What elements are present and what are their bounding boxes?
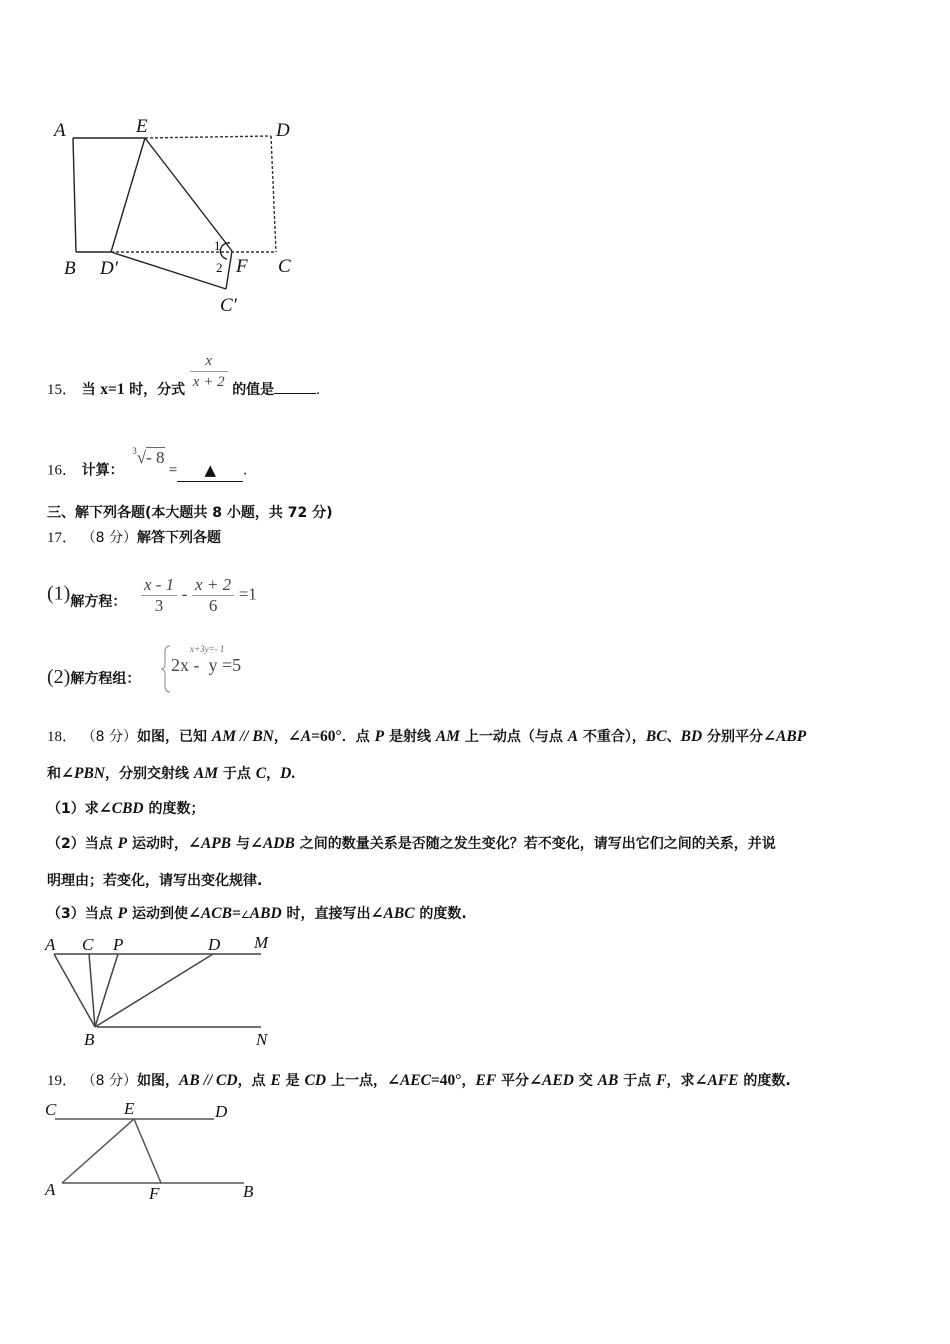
period: . xyxy=(243,462,247,479)
text-segment: 的度数； xyxy=(143,801,205,817)
equation-1: x+3y=- 1 xyxy=(190,644,225,654)
score: （8 分） xyxy=(81,729,137,745)
text-segment: =40° xyxy=(430,1072,462,1089)
folded-rectangle-figure xyxy=(40,100,330,330)
q16-label: 计算： xyxy=(81,462,124,479)
text-segment: 运动到使 xyxy=(127,906,188,922)
label-D: D xyxy=(276,120,290,141)
label-C: C xyxy=(45,1100,57,1119)
label-F: F xyxy=(236,256,248,277)
text-segment: ∠ABC xyxy=(370,905,415,922)
text-segment: CD xyxy=(304,1072,327,1089)
fraction-numerator: x xyxy=(190,351,228,372)
part-text: 解方程： xyxy=(70,593,127,610)
question-16 xyxy=(47,446,247,482)
root-index: 3 xyxy=(132,446,137,456)
text-segment: A xyxy=(567,728,579,745)
label-D-prime: D′ xyxy=(100,258,118,279)
q19-stem xyxy=(137,1073,791,1089)
text-segment: ∠AFE xyxy=(694,1072,739,1089)
text-segment: E xyxy=(270,1072,281,1089)
label-D: D xyxy=(208,935,221,954)
text-segment: ，求 xyxy=(666,1073,695,1089)
text-segment: ∠A xyxy=(287,728,312,745)
text-segment: ，点 xyxy=(237,1073,271,1089)
text-segment: 是 xyxy=(280,1073,305,1089)
text-segment: P xyxy=(374,728,385,745)
text-segment: ， xyxy=(273,729,288,745)
q15-text: 当 xyxy=(81,382,96,398)
text-segment: AM // BN xyxy=(211,728,274,745)
text-segment: BD xyxy=(680,728,703,745)
fraction-denominator: x + 2 xyxy=(192,373,225,390)
text-segment: 运动时， xyxy=(127,836,188,852)
text-segment: AB // CD xyxy=(178,1072,238,1089)
text-segment: ，分别交射线 xyxy=(105,766,194,782)
text-segment: ∠APB xyxy=(187,835,232,852)
q18-subquestion-2 xyxy=(47,834,776,854)
label-C: C xyxy=(82,935,94,954)
text-segment: AM xyxy=(193,765,218,782)
text-segment: F xyxy=(656,1072,667,1089)
text-segment: 的度数. xyxy=(738,1073,791,1089)
q18-subquestion-2-cont xyxy=(47,871,262,891)
answer-blank[interactable] xyxy=(274,393,316,394)
label-B: B xyxy=(243,1182,254,1201)
text-segment: 上一动点（与点 xyxy=(459,729,568,745)
q18-subquestion-1 xyxy=(47,799,204,819)
fraction-2 xyxy=(192,575,234,616)
text-segment: AB xyxy=(597,1072,619,1089)
text-segment: ∠ABP xyxy=(763,728,807,745)
minus-sign: - xyxy=(181,584,188,604)
question-number: 17． xyxy=(47,530,78,546)
fraction-denominator: 6 xyxy=(208,596,218,615)
cube-root-expression: $^3$√- 8 xyxy=(132,446,165,467)
period: . xyxy=(316,382,320,398)
label-B: B xyxy=(64,258,76,279)
text-segment: C xyxy=(255,765,267,782)
text-segment: ABD xyxy=(249,905,282,922)
fraction-denominator: 3 xyxy=(154,596,164,615)
text-segment: ， xyxy=(266,766,281,782)
answer-blank[interactable] xyxy=(177,460,243,482)
q17-part1 xyxy=(47,575,257,616)
q18-subquestion-3 xyxy=(47,904,467,926)
text-segment: 于点 xyxy=(218,766,256,782)
text-segment: （2）当点 xyxy=(47,836,118,852)
text-segment: 不重合）， xyxy=(578,729,646,745)
label-E: E xyxy=(124,1099,135,1118)
text-segment: 分别平分 xyxy=(702,729,764,745)
q15-condition: x=1 xyxy=(100,381,125,398)
text-segment: ．点 xyxy=(341,729,375,745)
score: （8 分） xyxy=(81,1073,137,1089)
q15-fraction xyxy=(190,351,228,392)
text-segment: ∠CBD xyxy=(98,800,144,817)
label-F: F xyxy=(149,1184,160,1203)
equation-rhs: =1 xyxy=(238,584,257,604)
text-segment: ， xyxy=(461,1073,476,1089)
text-segment: 如图，已知 xyxy=(136,729,212,745)
part-label: (2) xyxy=(47,666,71,688)
text-segment: 如图， xyxy=(136,1073,179,1089)
text-segment: 是射线 xyxy=(384,729,436,745)
section-heading: 三、解下列各题(本大题共 8 小题，共 72 分) xyxy=(47,505,333,521)
question-18-line-2 xyxy=(47,764,295,784)
text-segment: 、 xyxy=(666,729,681,745)
text-segment: （3）当点 xyxy=(47,906,118,922)
text-segment: ∠AED xyxy=(529,1072,574,1089)
text-segment: . xyxy=(291,765,296,782)
fraction-numerator: x - 1 xyxy=(141,575,177,596)
label-A: A xyxy=(45,935,56,954)
text-segment: EF xyxy=(475,1072,497,1089)
equation-system xyxy=(160,644,270,694)
label-A: A xyxy=(45,1180,56,1199)
text-segment: P xyxy=(117,905,128,922)
angle-2-label: 2 xyxy=(216,260,223,275)
q17-part2 xyxy=(47,667,140,689)
parallel-lines-figure-q19 xyxy=(40,1095,280,1210)
equals-sign: = xyxy=(168,462,178,479)
text-segment: ∠PBN xyxy=(61,765,105,782)
text-segment: 交 xyxy=(573,1073,598,1089)
text-segment: 与 xyxy=(231,836,250,852)
text-segment: ∠AEC xyxy=(386,1072,431,1089)
radicand: - 8 xyxy=(146,447,165,467)
label-C: C xyxy=(278,256,291,277)
label-C-prime: C′ xyxy=(220,295,237,316)
label-D: D xyxy=(215,1102,228,1121)
text-segment: 平分 xyxy=(496,1073,530,1089)
text-segment: AM xyxy=(435,728,460,745)
text-segment: ∠ACB= xyxy=(187,905,241,922)
question-15 xyxy=(47,352,320,400)
text-segment: BC xyxy=(645,728,667,745)
fraction-1 xyxy=(141,575,177,616)
label-E: E xyxy=(136,116,148,137)
part-text: 解方程组： xyxy=(70,671,141,687)
text-segment: ∠ xyxy=(240,910,250,921)
score: （8 分） xyxy=(81,530,137,546)
question-number: 15． xyxy=(47,382,78,398)
angle-1-label: 1 xyxy=(214,238,221,253)
text-segment: =60° xyxy=(311,728,342,745)
text-segment: D xyxy=(280,765,292,782)
q15-text: 时，分式 xyxy=(129,382,186,398)
text-segment: 上一点， xyxy=(326,1073,387,1089)
question-number: 19． xyxy=(47,1073,78,1089)
text-segment: 之间的数量关系是否随之发生变化？若不变化，请写出它们之间的关系，并说 xyxy=(294,836,776,852)
text-segment: （1）求 xyxy=(47,801,99,817)
question-19 xyxy=(47,1071,791,1091)
question-title: 解答下列各题 xyxy=(136,530,221,546)
text-segment: P xyxy=(117,835,128,852)
part-label: (1) xyxy=(47,582,71,605)
label-P: P xyxy=(113,935,124,954)
label-M: M xyxy=(254,933,269,952)
text-segment: 时，直接写出 xyxy=(281,906,371,922)
triangle-placeholder-icon: ▲ xyxy=(204,460,216,479)
question-number: 18． xyxy=(47,729,78,745)
label-N: N xyxy=(256,1030,268,1049)
text-segment: 的度数. xyxy=(414,906,467,922)
text-segment: 于点 xyxy=(618,1073,657,1089)
parallel-lines-figure-q18 xyxy=(40,928,290,1053)
label-B: B xyxy=(84,1030,95,1049)
q18-stem xyxy=(137,729,806,745)
equation-2: 2x - y =5 xyxy=(171,655,242,675)
fraction-numerator: x + 2 xyxy=(192,575,234,596)
text-segment: ∠ADB xyxy=(249,835,295,852)
question-17 xyxy=(47,528,221,548)
text-segment: 和 xyxy=(47,766,61,782)
question-number: 16． xyxy=(47,462,78,479)
q15-text: 的值是 xyxy=(232,382,275,398)
label-A: A xyxy=(54,120,66,141)
text-segment: 明理由；若变化，请写出变化规律. xyxy=(47,873,263,889)
question-18-line-1 xyxy=(47,727,806,747)
